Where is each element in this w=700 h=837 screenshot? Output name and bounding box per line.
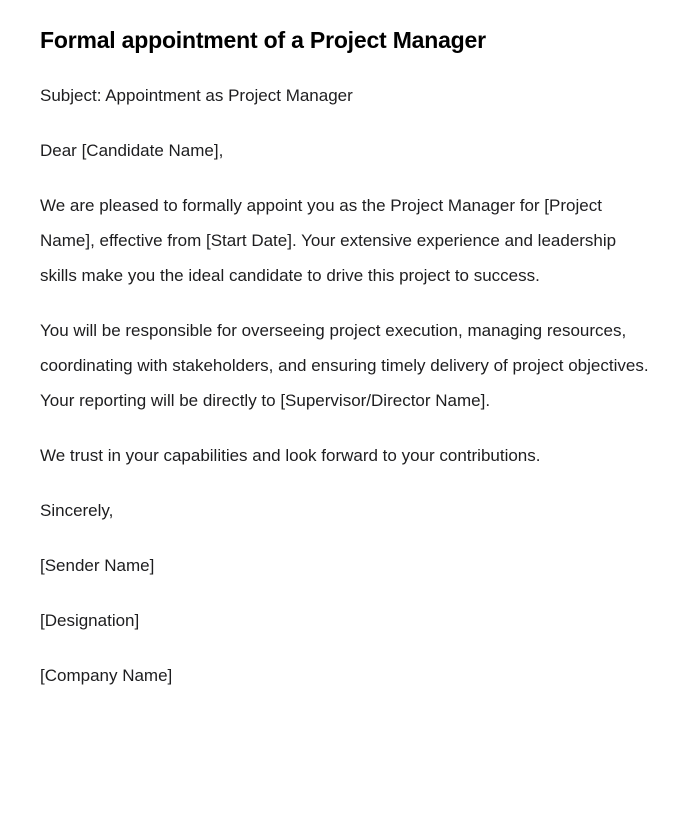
body-paragraph-1: We are pleased to formally appoint you as the Project Manager for [Project Name], effective from [Start Date]. Your extensive experience and leadership skills make you the ideal candidate to drive this project to success. — [40, 196, 617, 286]
signature-sender-name: [Sender Name] — [40, 556, 155, 576]
body-paragraph-2: You will be responsible for overseeing project execution, managing resources, coordinating with stakeholders, and ensuring timely delivery of project objectives. Your reporting will be directly to [Supervisor/Director Name]. — [40, 321, 649, 411]
salutation: Dear [Candidate Name], — [40, 141, 224, 161]
body-paragraph-3: We trust in your capabilities and look forward to your contributions. — [40, 446, 541, 466]
subject-line: Subject: Appointment as Project Manager — [40, 86, 353, 106]
signature-designation: [Designation] — [40, 611, 140, 631]
closing: Sincerely, — [40, 501, 114, 521]
document-title: Formal appointment of a Project Manager — [40, 27, 486, 53]
signature-company-name: [Company Name] — [40, 666, 173, 686]
